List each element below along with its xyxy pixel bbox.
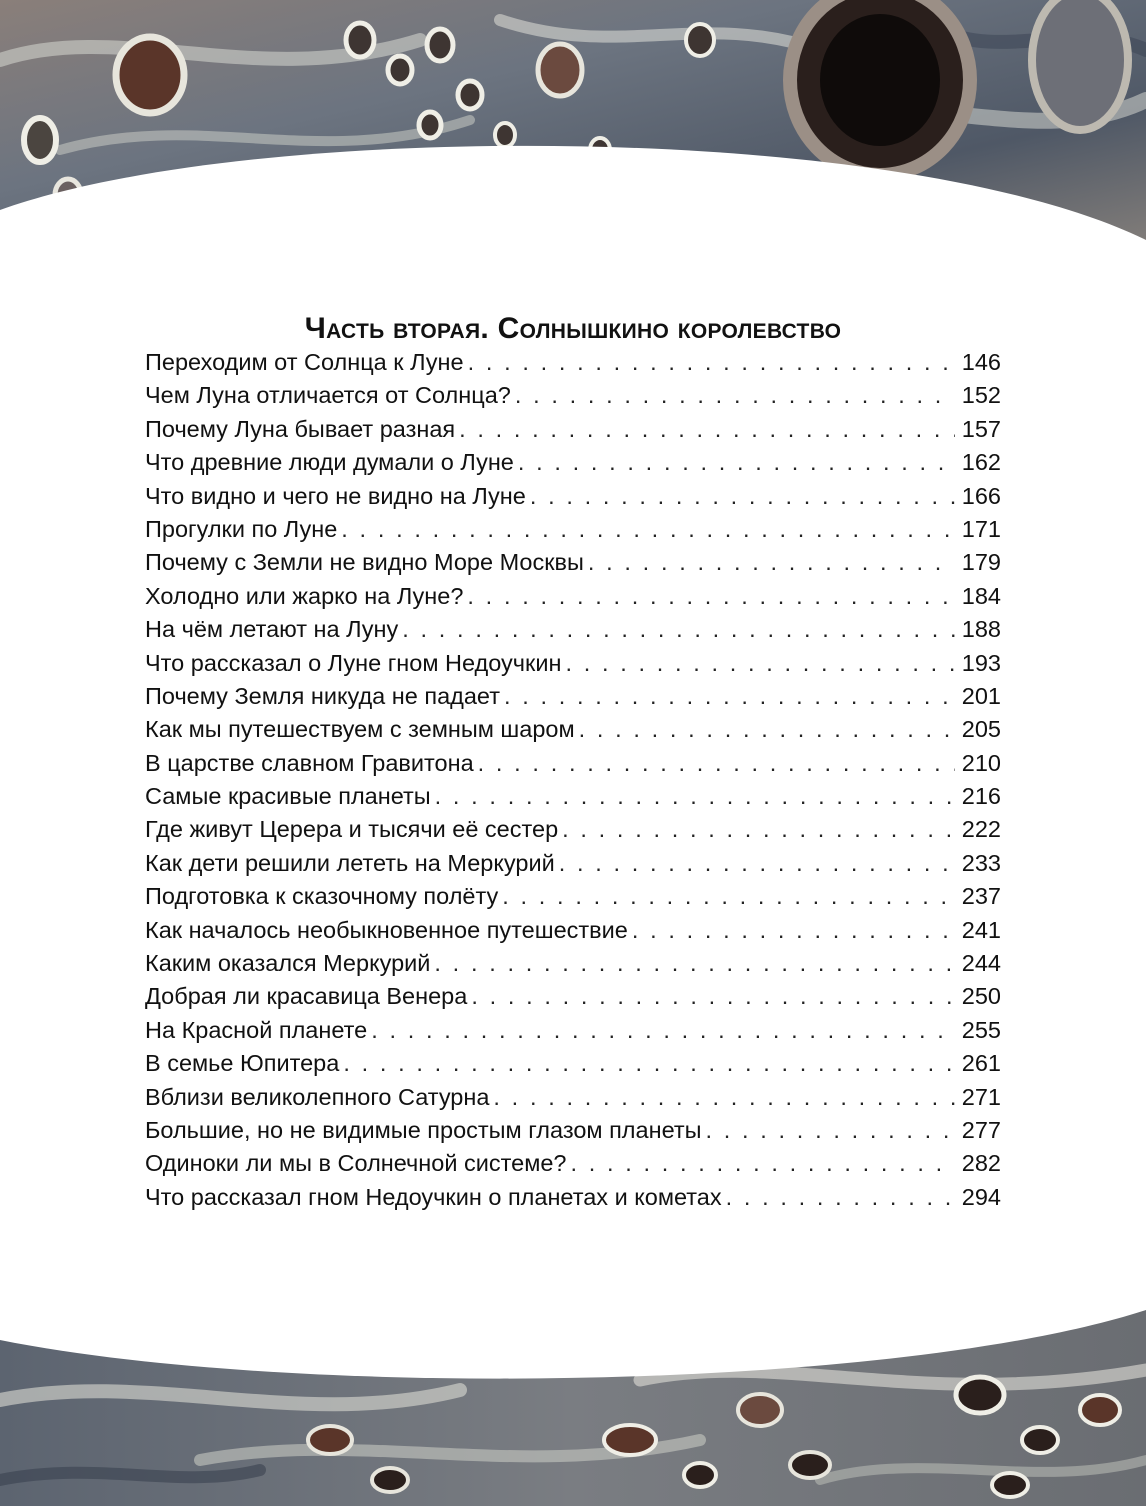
- toc-entry-page-number: 152: [961, 382, 1001, 409]
- toc-entry: [145, 680, 1001, 713]
- moon-surface-illustration-bottom: [0, 1290, 1146, 1506]
- toc-entry-page-number: 188: [961, 616, 1001, 643]
- toc-entry-title: В семье Юпитера: [145, 1050, 340, 1077]
- dot-leader: [343, 1047, 955, 1080]
- dot-leader: [504, 680, 955, 713]
- toc-entry-title: Что видно и чего не видно на Луне: [145, 482, 526, 509]
- toc-entry-page-number: 166: [961, 482, 1001, 509]
- toc-entry-page-number: 210: [961, 749, 1001, 776]
- toc-entry: [145, 847, 1001, 880]
- toc-entry-page-number: 233: [961, 849, 1001, 876]
- toc-entry: [145, 1014, 1001, 1047]
- toc-entry: [145, 346, 1001, 379]
- toc-entry-title: Вблизи великолепного Сатурна: [145, 1083, 490, 1110]
- toc-entry-page-number: 261: [961, 1050, 1001, 1077]
- toc-entry: [145, 813, 1001, 846]
- toc-entry: [145, 647, 1001, 680]
- toc-entry-page-number: 294: [961, 1183, 1001, 1210]
- dot-leader: [565, 647, 955, 680]
- toc-entry-page-number: 193: [961, 649, 1001, 676]
- dot-leader: [502, 880, 955, 913]
- dot-leader: [706, 1114, 955, 1147]
- toc-entry-title: Переходим от Солнца к Луне: [145, 349, 464, 375]
- toc-entry-title: Что рассказал гном Недоучкин о планетах и кометах: [145, 1183, 722, 1210]
- toc-entry-title: Холодно или жарко на Луне?: [145, 582, 464, 609]
- dot-leader: [435, 780, 955, 813]
- dot-leader: [467, 580, 955, 613]
- toc-entry: [145, 413, 1001, 446]
- toc-entry-title: Чем Луна отличается от Солнца?: [145, 382, 511, 409]
- dot-leader: [559, 847, 955, 880]
- toc-entry-page-number: 222: [961, 816, 1001, 843]
- toc-entry-title: Большие, но не видимые простым глазом планеты: [145, 1116, 702, 1143]
- toc-entry-title: Где живут Церера и тысячи её сестер: [145, 816, 559, 843]
- toc-entry: [145, 880, 1001, 913]
- toc-entry-page-number: 146: [961, 349, 1001, 375]
- toc-entry-page-number: 179: [961, 549, 1001, 576]
- toc-entry-page-number: 216: [961, 783, 1001, 810]
- toc-entry: [145, 379, 1001, 412]
- dot-leader: [515, 379, 955, 412]
- dot-leader: [571, 1147, 956, 1180]
- dot-leader: [478, 747, 955, 780]
- toc-entry-page-number: 282: [961, 1150, 1001, 1177]
- toc-entry: [145, 980, 1001, 1013]
- toc-entry-title: Одиноки ли мы в Солнечной системе?: [145, 1150, 567, 1177]
- dot-leader: [726, 1181, 955, 1214]
- toc-entry: [145, 1114, 1001, 1147]
- toc-entry-page-number: 277: [961, 1116, 1001, 1143]
- toc-entry: [145, 1181, 1001, 1214]
- toc-entry: [145, 546, 1001, 579]
- toc-entry: [145, 613, 1001, 646]
- moon-surface-illustration-top: [0, 0, 1146, 270]
- toc-entry-title: Самые красивые планеты: [145, 783, 431, 810]
- toc-entry: [145, 947, 1001, 980]
- dot-leader: [434, 947, 955, 980]
- toc-entry-title: Каким оказался Меркурий: [145, 950, 431, 977]
- toc-entry-page-number: 244: [961, 950, 1001, 977]
- dot-leader: [579, 713, 955, 746]
- toc-entry-title: На Красной планете: [145, 1016, 368, 1043]
- dot-leader: [632, 914, 955, 947]
- toc-entry-page-number: 162: [961, 449, 1001, 476]
- toc-entry: [145, 513, 1001, 546]
- toc-entry-page-number: 184: [961, 582, 1001, 609]
- dot-leader: [468, 346, 955, 379]
- toc-entry: [145, 780, 1001, 813]
- toc-entry: [145, 1147, 1001, 1180]
- dot-leader: [588, 546, 955, 579]
- toc-entry-page-number: 250: [961, 983, 1001, 1010]
- toc-entry: [145, 446, 1001, 479]
- toc-entry-page-number: 171: [961, 515, 1001, 542]
- toc-entry: [145, 580, 1001, 613]
- toc-entry-page-number: 201: [961, 682, 1001, 709]
- toc-entry-title: Как мы путешествуем с земным шаром: [145, 716, 575, 743]
- dot-leader: [562, 813, 955, 846]
- toc-entry-page-number: 271: [961, 1083, 1001, 1110]
- dot-leader: [471, 980, 955, 1013]
- dot-leader: [371, 1014, 955, 1047]
- toc-entry-title: Что рассказал о Луне гном Недоучкин: [145, 649, 562, 676]
- toc-entry-title: Подготовка к сказочному полёту: [145, 883, 499, 910]
- toc-entry-title: Как началось необыкновенное путешествие: [145, 916, 628, 943]
- dot-leader: [341, 513, 955, 546]
- toc-entry-title: Почему с Земли не видно Море Москвы: [145, 549, 584, 576]
- dot-leader: [402, 613, 955, 646]
- toc-entry-title: Прогулки по Луне: [145, 515, 338, 542]
- toc-entry: [145, 914, 1001, 947]
- toc-entry-title: Почему Луна бывает разная: [145, 415, 456, 442]
- toc-entry-title: В царстве славном Гравитона: [145, 749, 474, 776]
- toc-entry: [145, 480, 1001, 513]
- toc-entry-title: Что древние люди думали о Луне: [145, 449, 514, 476]
- table-of-contents: [145, 346, 1001, 1214]
- dot-leader: [459, 413, 955, 446]
- section-heading: Часть вторая. Солнышкино королевство: [304, 312, 842, 346]
- toc-entry-page-number: 157: [961, 415, 1001, 442]
- toc-entry-page-number: 205: [961, 716, 1001, 743]
- toc-entry: [145, 713, 1001, 746]
- toc-entry-page-number: 237: [961, 883, 1001, 910]
- toc-entry-title: Добрая ли красавица Венера: [145, 983, 468, 1010]
- dot-leader: [493, 1081, 955, 1114]
- toc-entry-title: На чём летают на Луну: [145, 616, 399, 643]
- toc-entry: [145, 1081, 1001, 1114]
- dot-leader: [518, 446, 955, 479]
- toc-entry-page-number: 255: [961, 1016, 1001, 1043]
- toc-entry: [145, 747, 1001, 780]
- toc-entry-title: Почему Земля никуда не падает: [145, 682, 500, 709]
- toc-entry-title: Как дети решили лететь на Меркурий: [145, 849, 555, 876]
- toc-entry-page-number: 241: [961, 916, 1001, 943]
- toc-entry: [145, 1047, 1001, 1080]
- dot-leader: [530, 480, 955, 513]
